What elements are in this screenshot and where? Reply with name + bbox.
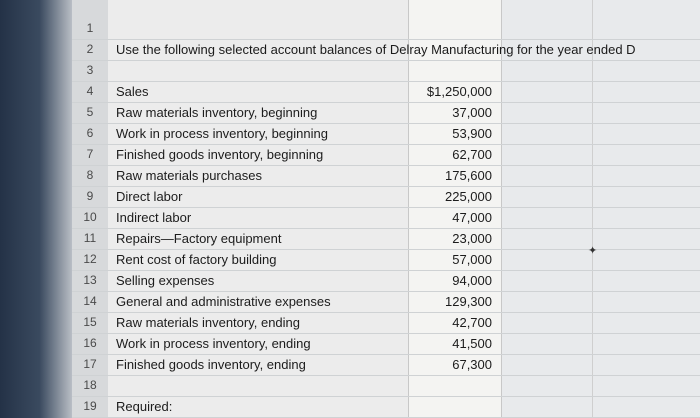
- account-value-cell[interactable]: 53,900: [452, 126, 492, 141]
- table-row: [72, 123, 700, 145]
- row-number[interactable]: 1: [86, 21, 94, 35]
- account-value-cell[interactable]: 47,000: [452, 210, 492, 225]
- table-row: [72, 396, 700, 418]
- account-value-cell[interactable]: 42,700: [452, 315, 492, 330]
- instruction-text[interactable]: Use the following selected account balances of Delray Manufacturing for the year ended D: [116, 42, 636, 57]
- table-row: [72, 18, 700, 40]
- row-number[interactable]: 5: [86, 105, 94, 119]
- table-row: [72, 60, 700, 82]
- account-label-cell[interactable]: Direct labor: [116, 189, 183, 204]
- account-value-cell[interactable]: $1,250,000: [426, 84, 492, 99]
- row-number[interactable]: 10: [83, 210, 97, 224]
- account-value-cell[interactable]: 62,700: [452, 147, 492, 162]
- account-value-cell[interactable]: 67,300: [452, 357, 492, 372]
- account-label-cell[interactable]: Raw materials purchases: [116, 168, 262, 183]
- table-row: [72, 312, 700, 334]
- row-number[interactable]: 12: [83, 252, 97, 266]
- table-row: [72, 102, 700, 124]
- row-number[interactable]: 13: [83, 273, 97, 287]
- account-value-cell[interactable]: [408, 396, 492, 417]
- account-value-cell[interactable]: 225,000: [445, 189, 492, 204]
- account-label-cell[interactable]: Work in process inventory, ending: [116, 336, 311, 351]
- account-value-cell[interactable]: 175,600: [445, 168, 492, 183]
- row-number[interactable]: 4: [86, 84, 94, 98]
- row-number[interactable]: 6: [86, 126, 94, 140]
- account-value-cell[interactable]: [408, 375, 492, 396]
- row-number[interactable]: 18: [83, 378, 97, 392]
- row-number[interactable]: 19: [83, 399, 97, 413]
- account-label-cell[interactable]: Rent cost of factory building: [116, 252, 277, 267]
- account-value-cell[interactable]: 57,000: [452, 252, 492, 267]
- account-label-cell[interactable]: Raw materials inventory, ending: [116, 315, 301, 330]
- table-row: [72, 354, 700, 376]
- table-row: [72, 375, 700, 397]
- table-row: [72, 144, 700, 166]
- row-number[interactable]: 17: [83, 357, 97, 371]
- account-value-cell[interactable]: 94,000: [452, 273, 492, 288]
- account-label-cell[interactable]: Repairs—Factory equipment: [116, 231, 282, 246]
- table-row: [72, 249, 700, 271]
- account-label-cell[interactable]: Work in process inventory, beginning: [116, 126, 328, 141]
- account-label-cell[interactable]: Finished goods inventory, beginning: [116, 147, 324, 162]
- table-row: [72, 81, 700, 103]
- row-number[interactable]: 9: [86, 189, 94, 203]
- account-label-cell[interactable]: General and administrative expenses: [116, 294, 331, 309]
- account-label-cell[interactable]: Finished goods inventory, ending: [116, 357, 306, 372]
- account-value-cell[interactable]: 41,500: [452, 336, 492, 351]
- account-value-cell[interactable]: 129,300: [445, 294, 492, 309]
- account-label-cell[interactable]: Required:: [116, 399, 173, 414]
- table-row: [72, 207, 700, 229]
- table-row: [72, 270, 700, 292]
- row-number[interactable]: 11: [83, 231, 97, 245]
- account-label-cell[interactable]: Indirect labor: [116, 210, 192, 225]
- account-label-cell[interactable]: Selling expenses: [116, 273, 215, 288]
- account-value-cell[interactable]: 23,000: [452, 231, 492, 246]
- table-row: [72, 291, 700, 313]
- table-row: [72, 228, 700, 250]
- account-label-cell[interactable]: Sales: [116, 84, 149, 99]
- row-number[interactable]: 15: [83, 315, 97, 329]
- table-row: [72, 39, 700, 61]
- row-number[interactable]: 3: [86, 63, 94, 77]
- row-number[interactable]: 2: [86, 42, 94, 56]
- cursor-icon: ✦: [588, 245, 598, 257]
- row-number[interactable]: 14: [83, 294, 97, 308]
- account-value-cell[interactable]: 37,000: [452, 105, 492, 120]
- account-label-cell[interactable]: Raw materials inventory, beginning: [116, 105, 318, 120]
- account-value-cell[interactable]: [408, 60, 492, 81]
- table-row: [72, 165, 700, 187]
- row-number[interactable]: 7: [86, 147, 94, 161]
- table-row: [72, 186, 700, 208]
- table-row: [72, 333, 700, 355]
- account-value-cell[interactable]: [408, 18, 492, 39]
- window-edge: [0, 0, 72, 418]
- row-number[interactable]: 8: [86, 168, 94, 182]
- row-number[interactable]: 16: [83, 336, 97, 350]
